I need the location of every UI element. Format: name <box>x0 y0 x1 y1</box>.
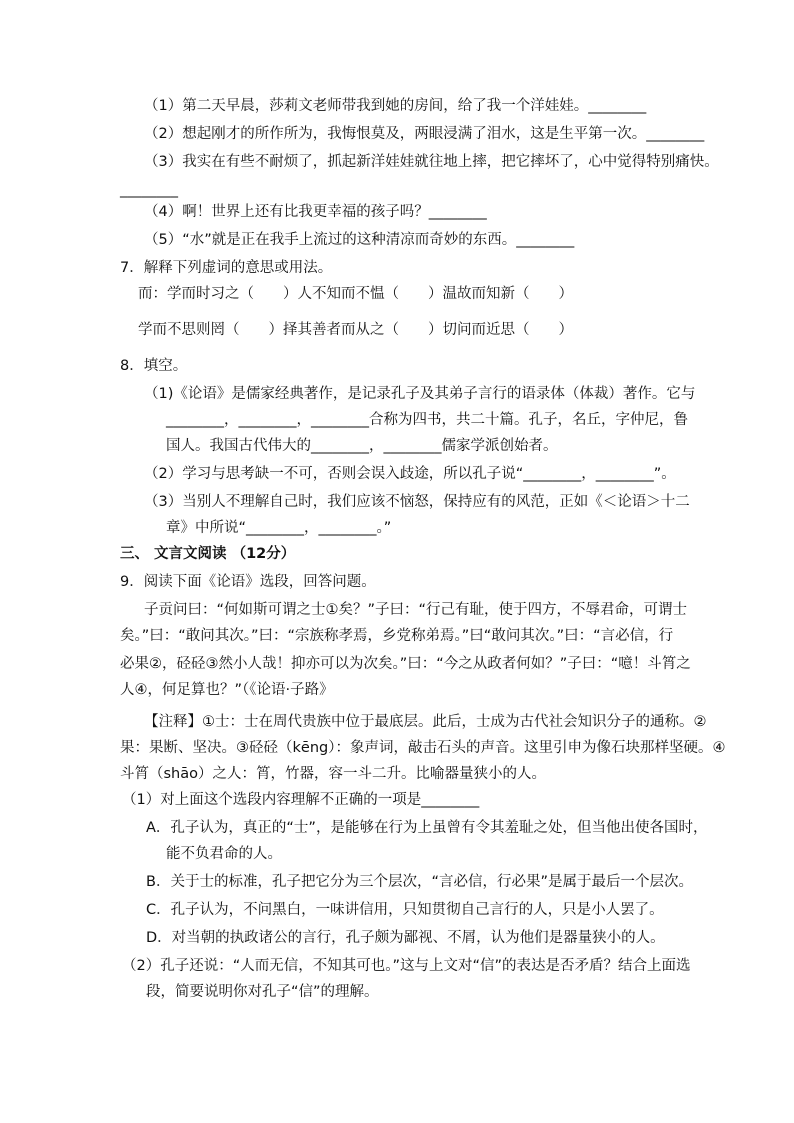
q9-option-a-line-2: 能不负君命的人。 <box>166 846 282 862</box>
q6-item-5: （5）“水”就是正在我手上流过的这种清凉而奇妙的东西。________ <box>144 232 575 248</box>
q6-item-2: （2）想起刚才的所作所为，我悔恨莫及，两眼浸满了泪水，这是生平第一次。________ <box>144 126 705 142</box>
q9-passage-line-1: 子贡问曰：“何如斯可谓之士①矣？”子曰：“行己有耻，使于四方，不辱君命，可谓士 <box>144 602 688 618</box>
q6-item-4: （4）啊！世界上还有比我更幸福的孩子吗？________ <box>144 204 487 220</box>
q9-option-c: C．孔子认为，不问黑白，一味讲信用，只知贯彻自己言行的人，只是小人罢了。 <box>146 902 664 918</box>
q8-part-2: （2）学习与思考缺一不可，否则会误入歧途，所以孔子说“________，________”。 <box>144 466 676 482</box>
section-3-title: 三、 文言文阅读 （12分） <box>120 546 296 562</box>
q7-row-2: 学而不思则罔（ ）择其善者而从之（ ）切问而近思（ ） <box>138 322 573 338</box>
q9-sub-question-2-line-2: 段，简要说明你对孔子“信”的理解。 <box>146 984 379 1000</box>
q7-row-1: 而：学而时习之（ ）人不知而不愠（ ）温故而知新（ ） <box>138 286 573 302</box>
q6-item-1: （1）第二天早晨，莎莉文老师带我到她的房间，给了我一个洋娃娃。________ <box>144 98 647 114</box>
q9-notes-line-2: 果：果断、坚决。③硁硁（kēng）：象声词，敲击石头的声音。这里引申为像石块那样坚硬。④ <box>120 740 726 756</box>
q9-sub-question-1: （1）对上面这个选段内容理解不正确的一项是________ <box>122 792 480 808</box>
q8-part-3-line-1: （3）当别人不理解自己时，我们应该不恼怒，保持应有的风范，正如《＜论语＞十二 <box>144 494 690 510</box>
q8-title: 8．填空。 <box>120 358 188 374</box>
q9-title: 9．阅读下面《论语》选段，回答问题。 <box>120 574 376 590</box>
q9-notes-line-3: 斗筲（shāo）之人：筲，竹器，容一斗二升。比喻器量狭小的人。 <box>120 766 546 782</box>
q9-option-b: B．关于士的标准，孔子把它分为三个层次，“言必信，行必果”是属于最后一个层次。 <box>146 874 693 890</box>
q9-option-a-line-1: A．孔子认为，真正的“士”，是能够在行为上虽曾有令其羞耻之处，但当他出使各国时， <box>146 820 708 836</box>
q8-part-1-line-2: ________，________，________合称为四书，共二十篇。孔子，名丘，字仲尼，鲁 <box>166 412 688 428</box>
q9-option-d: D．对当朝的执政诸公的言行，孔子颇为鄙视、不屑，认为他们是器量狭小的人。 <box>146 930 665 946</box>
q8-part-1-line-1: （1)《论语》是儒家经典著作，是记录孔子及其弟子言行的语录体（体裁）著作。它与 <box>144 386 696 402</box>
q9-passage-line-4: 人④，何足算也？”（《论语·子路》 <box>120 682 334 698</box>
q8-part-3-line-2: 章》中所说“________，________。” <box>166 520 392 536</box>
q7-title: 7．解释下列虚词的意思或用法。 <box>120 260 333 276</box>
q9-notes-line-1: 【注释】①士：士在周代贵族中位于最底层。此后，士成为古代社会知识分子的通称。② <box>144 714 707 730</box>
q9-passage-line-3: 必果②，硁硁③然小人哉！抑亦可以为次矣。”曰：“今之从政者何如？”子曰：“噫！斗筲之 <box>120 656 691 672</box>
q6-item-3-blank: ________ <box>120 182 178 198</box>
q9-passage-line-2: 矣。”曰：“敢问其次。”曰：“宗族称孝焉，乡党称弟焉。”曰“敢问其次。”曰：“言必信，行 <box>120 628 674 644</box>
q9-sub-question-2-line-1: （2）孔子还说：“人而无信，不知其可也。”这与上文对“信”的表达是否矛盾？结合上面选 <box>122 958 691 974</box>
q8-part-1-line-3: 国人。我国古代伟大的________，________儒家学派创始者。 <box>166 438 558 454</box>
q6-item-3: （3）我实在有些不耐烦了，抓起新洋娃娃就往地上摔，把它摔坏了，心中觉得特别痛快。 <box>144 154 719 170</box>
